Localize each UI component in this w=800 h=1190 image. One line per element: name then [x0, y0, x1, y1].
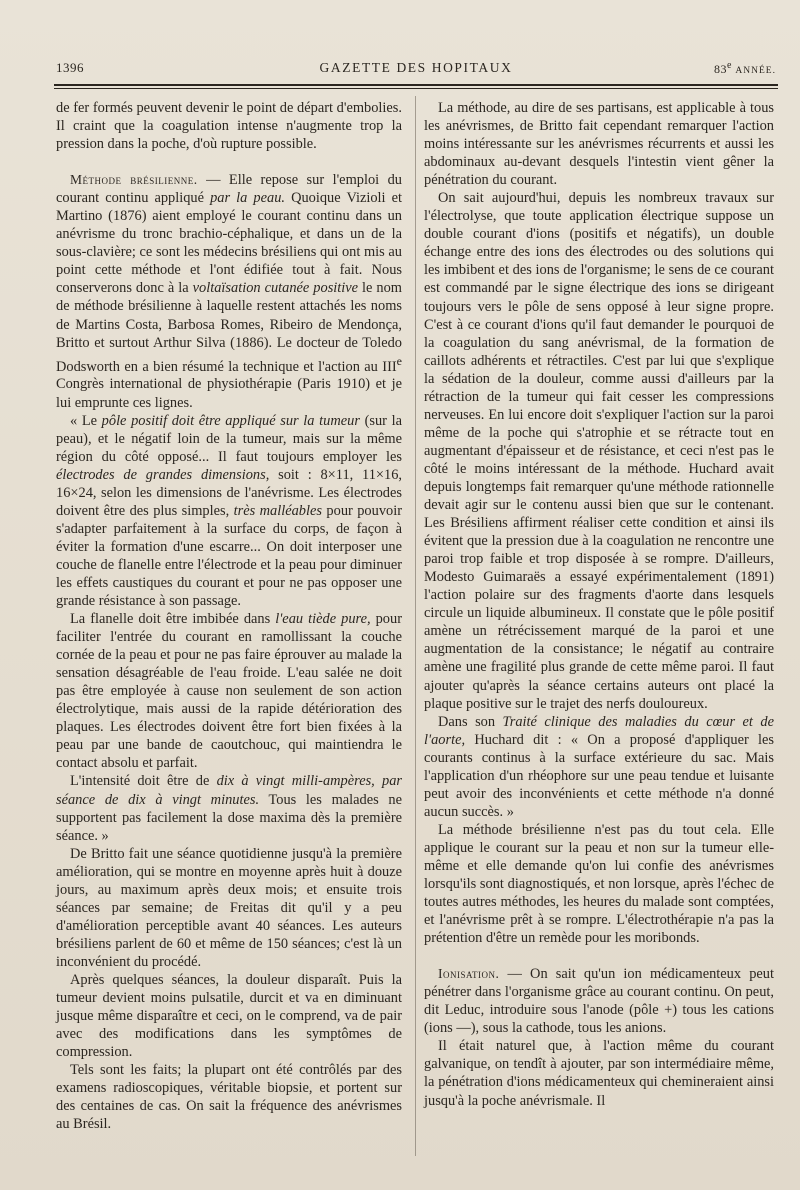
paragraph: Après quelques séances, la douleur disparaît. Puis la tumeur devient moins pulsatile, durcit et va en diminuant jusque même disparaître et ceci, on le comprend, va de pair avec des modifications dans les symptômes de compression. [56, 972, 402, 1061]
paragraph-ionisation [424, 965, 774, 1037]
section-heading: Ionisation. [438, 966, 500, 982]
italic-run: voltaïsation cutanée positive [192, 280, 359, 297]
column-divider [415, 96, 416, 1156]
italic-run: l'eau tiède pure, [275, 611, 371, 628]
text-run: soit : 8×11, 11×16, 16×24, selon les dimensions de l'anévrisme. Les électrodes doivent être des plus simples, [56, 466, 403, 519]
header-rule-thick [54, 84, 778, 86]
italic-run: électrodes de grandes dimensions, [56, 466, 270, 483]
section-heading: Méthode brésilienne. [70, 172, 198, 188]
paragraph: La méthode brésilienne n'est pas du tout cela. Elle applique le courant sur la peau et non sur la tumeur elle-même et elle demande qu'on lui confie des anévrismes lorsqu'ils sont diagnostiqués, et non lorsque, après l'échec de toutes autres méthodes, les heures du malade sont comptées, et l'anévrisme prêt à se rompre. L'électrothérapie n'a pas la prétention d'être un remède pour les moribonds. [424, 821, 774, 947]
superscript: e [396, 353, 402, 368]
italic-run: Traité clinique des maladies du cœur et de l'aorte, [424, 713, 774, 748]
text-run: Congrès international de physiothérapie (Paris 1910) et je lui emprunte ces lignes. [56, 376, 402, 411]
text-run: La flanelle doit être imbibée dans [70, 611, 276, 628]
issue-year-label: ANNÉE. [735, 66, 776, 76]
issue-label [714, 60, 776, 77]
paragraph [56, 772, 402, 844]
paragraph [56, 610, 402, 772]
text-run: « Le [70, 412, 102, 429]
journal-title: GAZETTE DES HOPITAUX [319, 60, 513, 75]
text-run: le nom de méthode brésilienne à laquelle restent attachés les noms de Martins Costa, Barbosa Romes, Ribeiro de Mendonça, Britto et surtout Arthur Silva (1886). Le docteur de Toledo Dodsworth en a bien résumé la technique et l'action au III [56, 280, 403, 375]
paragraph: de fer formés peuvent devenir le point de départ d'embolies. Il craint que la coagulation intense n'augmente trop la pression dans la poche, d'où rupture possible. [56, 100, 402, 153]
text-run: pour pouvoir s'adapter parfaitement à la surface du corps, de façon à éviter la formation d'une escarre... On doit interposer une couche de flanelle entre l'électrode et la peau pour diminuer les effets caustiques du courant et pour ne pas opposer une grande résistance à son passage. [56, 502, 403, 610]
text-run: Tous les malades ne supportent pas facilement la dose maxima dès la première séance. » [56, 791, 402, 844]
paragraph [56, 412, 402, 611]
paragraph: De Britto fait une séance quotidienne jusqu'à la première amélioration, qui se montre en moyenne après huit à douze jours, au maximum après deux mois; et ensuite trois séances par semaine; de Freitas dit qu'il y a peu d'amélioration perceptible avant 40 séances. Les auteurs brésiliens parlent de 60 et même de 150 séances; c'est là un inconvénient du procédé. [56, 845, 402, 970]
text-run: Dans son [438, 713, 503, 730]
italic-run: pôle positif doit être appliqué sur la tumeur [101, 412, 360, 429]
italic-run: très malléables [233, 502, 322, 519]
text-run: Quoique Vizioli et Martino (1876) aient employé le courant continu dans un anévrisme du tronc brachio-céphalique, et dans un de la sous-clavière; ce sont les médecins brésiliens qui ont mis au point cette méthode et l'ont édifiée tout à fait. Nous conserverons donc à la [56, 190, 402, 297]
header-rule-thin [54, 88, 778, 89]
text-run: — Elle repose sur l'emploi du courant continu appliqué [56, 172, 402, 207]
right-column [424, 99, 774, 1110]
text-run: (sur la peau), et le négatif loin de la tumeur, mais sur la même région du côté opposé... Il faut toujours employer les [56, 412, 402, 465]
paragraph-methode-bresilienne [56, 171, 402, 411]
text-run: Huchard dit : « On a proposé d'appliquer les courants continus à la surface extérieure du sac. Mais l'application d'un rhéophore sur une peau tendue et luisante peut avoir des inconvénients et cette méthode n'a donné aucun succès. » [424, 731, 774, 820]
left-column [56, 99, 402, 1133]
text-run: L'intensité doit être de [70, 773, 217, 790]
page-header [56, 58, 776, 80]
text-run: — On sait qu'un ion médicamenteux peut pénétrer dans l'organisme grâce au courant continu. On peut, dit Leduc, introduire sous l'anode (pôle +) tous les cations (ions —), sous la cathode, tous les anions. [424, 966, 774, 1037]
paragraph: La méthode, au dire de ses partisans, est applicable à tous les anévrismes, de Britto fait cependant remarquer l'action moins intéressante sur les anévrismes récurrents et aussi les abdominaux au-devant desquels l'intestin vient gêner la pénétration du courant. [424, 100, 774, 189]
paragraph [424, 713, 774, 821]
page-number: 1396 [56, 60, 84, 75]
issue-number: 83 [713, 62, 727, 76]
text-run: pour faciliter l'entrée du courant en ramollissant la couche cornée de la peau et pour ne pas faire éprouver au malade la sensation désagréable de l'eau froide. L'eau salée ne doit pas être employée à cause non seulement de son action électrolytique, mais aussi de la rapide détérioration des plaques. Les électrodes doivent être fort bien fixées à la peau par une bande de caoutchouc, qui maintiendra le contact absolu et parfait. [56, 611, 402, 772]
paragraph: Tels sont les faits; la plupart ont été contrôlés par des examens radioscopiques, véritable biopsie, et portent sur des centaines de cas. On sait la fréquence des anévrismes au Brésil. [56, 1062, 402, 1133]
issue-suffix: e [726, 60, 732, 71]
paragraph: Il était naturel que, à l'action même du courant galvanique, on tendît à ajouter, par son intermédiaire même, la pénétration d'ions médicamenteux qui chemineraient ainsi jusqu'à la poche anévrismale. Il [424, 1038, 774, 1109]
italic-run: dix à vingt milli-ampères, par séance de dix à vingt minutes. [56, 773, 402, 808]
paragraph: On sait aujourd'hui, depuis les nombreux travaux sur l'électrolyse, que toute application électrique suppose un double courant d'ions (positifs et négatifs), un double échange entre des ions des électrodes ou des solutions qui les imbibent et des ions de l'organisme; le sens de ce courant est commandé par le signe électrique des ions se dirigeant toujours vers le pôle de sens opposé à leur signe propre. C'est à ce courant d'ions qu'il faut demander le pourquoi de la coagulation du sang anévrismal, de la formation de caillots adhérents et rétractiles. C'est par lui que s'explique la sédation de la douleur, comme aussi d'ailleurs par la rétraction de la tumeur qui fait cesser les compressions nerveuses. En lui encore doit s'expliquer l'action sur la paroi même de la poche qui s'atrophie et se rétracte tout en augmentant d'épaisseur et de résistance, et ceci n'est pas le côté le moins intéressant de la méthode. Huchard avait depuis longtemps fait remarquer qu'une méthode rationnelle devait agir sur le contenu aussi bien que sur le contenant. Les Brésiliens affirment réaliser cette condition et ainsi ils évitent que la pression due à la coagulation ne rencontre une paroi trop faible et trop disposée à se rompre. D'ailleurs, Modesto Guimaraës a essayé expérimentalement (1891) l'action polaire sur des fragments d'aorte dans lesquels circule un liquide albumineux. Il constate que le pôle positif amène un rétrécissement marqué de la paroi et une augmentation de la consistance; le négatif au contraire amène une fragilité plus grande de cette même paroi. Il faut ajouter qu'après la séance certains auteurs ont placé la plaque positive sur le trajet des nerfs douloureux. [424, 190, 774, 712]
italic-run: par la peau. [210, 190, 285, 207]
